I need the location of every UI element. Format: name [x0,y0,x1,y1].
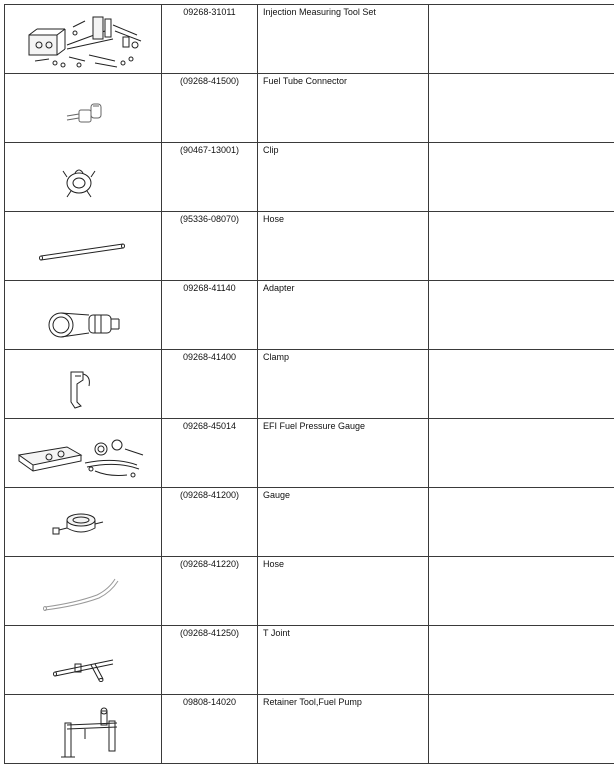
tool-name-cell [258,626,429,695]
tool-image-cell [5,626,162,695]
tool-name-cell [258,488,429,557]
table-row [5,281,614,350]
part-number-cell [162,695,258,764]
retainer-tool-icon [5,695,161,763]
table-row [5,74,614,143]
tool-name-cell [258,350,429,419]
tool-image-cell [5,143,162,212]
part-number-cell [162,350,258,419]
table-row [5,5,614,74]
tool-name: T Joint [263,628,290,638]
tool-image-cell [5,212,162,281]
tool-name: Fuel Tube Connector [263,76,348,86]
tool-name-cell [258,695,429,764]
table-row [5,488,614,557]
tool-image-cell [5,281,162,350]
table-row [5,143,614,212]
table-row [5,350,614,419]
gauge-icon [5,488,161,556]
part-number: 09268-41140 [183,283,236,293]
note-cell [429,626,614,695]
tool-name-cell [258,557,429,626]
tool-name: Clip [263,145,279,155]
tool-name: Hose [263,214,285,224]
note-cell [429,74,614,143]
clamp-icon [5,350,161,418]
part-number: (95336-08070) [179,214,240,224]
part-number-cell [162,488,258,557]
tool-name-cell [258,212,429,281]
table-row [5,626,614,695]
tool-name-cell [258,419,429,488]
t-joint-icon [5,626,161,694]
tool-image-cell [5,695,162,764]
tool-image-cell [5,350,162,419]
tool-image-cell [5,5,162,74]
hose-icon [5,212,161,280]
note-cell [429,419,614,488]
part-number: 09268-45014 [182,421,237,431]
part-number: (09268-41250) [179,628,240,638]
part-number-cell [162,626,258,695]
part-number-cell [162,74,258,143]
hose-icon [5,557,161,625]
fuel-tube-connector-icon [5,74,161,142]
table-row [5,212,614,281]
tool-name: Gauge [263,490,291,500]
special-tools-table [4,4,614,764]
tool-name-cell [258,74,429,143]
part-number: 09268-41400 [182,352,237,362]
note-cell [429,212,614,281]
efi-fuel-pressure-gauge-icon [5,419,161,487]
part-number-cell [162,557,258,626]
table-row [5,557,614,626]
tool-image-cell [5,557,162,626]
note-cell [429,281,614,350]
table-row [5,695,614,764]
part-number: (09268-41220) [179,559,240,569]
tool-name: Adapter [263,283,295,293]
part-number: 09808-14020 [182,697,237,707]
tool-name: Clamp [263,352,290,362]
tool-name-cell [258,281,429,350]
tool-name: Hose [263,559,285,569]
note-cell [429,695,614,764]
clip-icon [5,143,161,211]
tool-name-cell [258,143,429,212]
injection-measuring-tool-set-icon [5,5,161,73]
part-number-cell [162,419,258,488]
part-number-cell [162,143,258,212]
tool-name: EFI Fuel Pressure Gauge [263,421,366,431]
table-row [5,419,614,488]
part-number-cell [162,5,258,74]
part-number: 09268-31011 [183,7,236,17]
tool-name: Retainer Tool,Fuel Pump [263,697,362,707]
note-cell [429,5,614,74]
tool-name-cell [258,5,429,74]
part-number-cell [162,212,258,281]
note-cell [429,557,614,626]
part-number: (09268-41200) [179,490,240,500]
note-cell [429,143,614,212]
note-cell [429,350,614,419]
tool-image-cell [5,488,162,557]
part-number: (90467-13001) [179,145,240,155]
tool-image-cell [5,419,162,488]
adapter-icon [5,281,161,349]
note-cell [429,488,614,557]
part-number-cell [162,281,258,350]
tool-image-cell [5,74,162,143]
part-number: (09268-41500) [179,76,240,86]
tool-name: Injection Measuring Tool Set [263,7,376,17]
